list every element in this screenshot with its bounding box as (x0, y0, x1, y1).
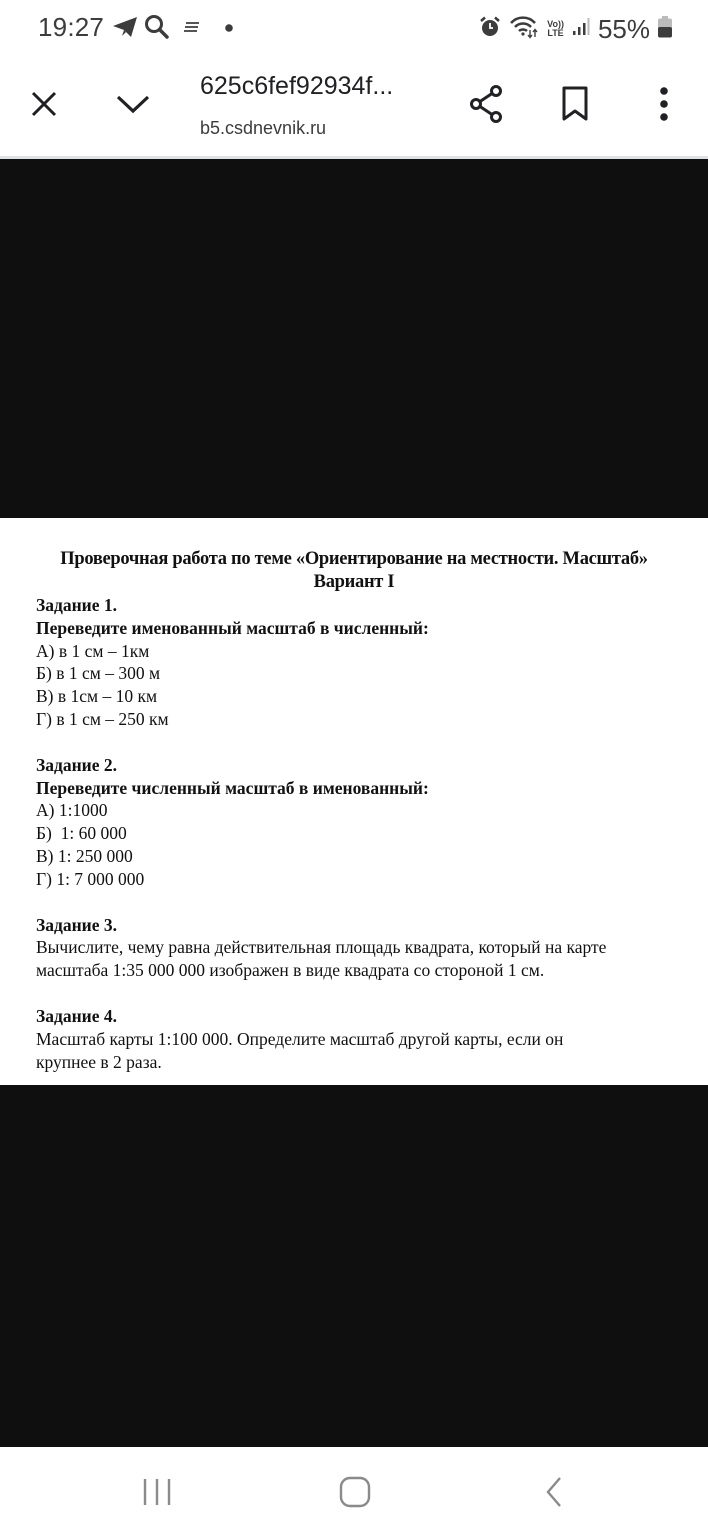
recents-button[interactable] (127, 1469, 187, 1515)
more-menu-button[interactable] (640, 80, 688, 128)
bookmark-icon (561, 86, 589, 122)
close-icon (30, 90, 58, 118)
volte-icon (547, 20, 564, 38)
task-heading: Задание 1. (36, 595, 118, 615)
task-item: Г) 1: 7 000 000 (36, 868, 145, 889)
share-icon (468, 84, 504, 124)
status-right-icons (479, 12, 672, 46)
task-2 (36, 754, 696, 891)
battery-icon (658, 16, 672, 43)
document-viewer[interactable] (0, 159, 708, 1447)
wifi-icon (509, 15, 539, 44)
browser-toolbar (0, 58, 708, 156)
document-body (36, 594, 696, 1073)
task-item: В) в 1см – 10 км (36, 686, 158, 707)
signal-icon (572, 17, 590, 42)
task-1 (36, 594, 696, 731)
task-item: В) 1: 250 000 (36, 845, 133, 866)
back-icon (544, 1476, 564, 1508)
task-heading: Задание 3. (36, 914, 118, 935)
collapse-button[interactable] (109, 80, 157, 128)
task-item: А) 1:1000 (36, 800, 108, 821)
task-item: Б) 1: 60 000 (36, 823, 127, 844)
task-text: масштаба 1:35 000 000 изображен в виде квадрата со стороной 1 см. (36, 960, 545, 981)
task-instruction: Переведите именованный масштаб в численный: (36, 617, 429, 638)
task-item: Б) в 1 см – 300 м (36, 663, 161, 684)
task-heading: Задание 4. (36, 1005, 118, 1026)
status-bar (0, 0, 708, 58)
task-item: А) в 1 см – 1км (36, 640, 150, 661)
share-button[interactable] (462, 80, 510, 128)
document-title (0, 548, 708, 594)
status-left-icons (112, 14, 234, 44)
home-button[interactable] (325, 1469, 385, 1515)
title-line-2: Вариант I (313, 572, 395, 592)
recents-icon (142, 1477, 172, 1507)
battery-percent: 55% (597, 13, 650, 44)
search-icon (144, 14, 170, 45)
telegram-icon (112, 16, 138, 43)
task-instruction: Переведите численный масштаб в именованный: (36, 777, 429, 798)
more-vert-icon (659, 86, 669, 122)
task-item: Г) в 1 см – 250 км (36, 708, 169, 729)
task-3 (36, 914, 696, 982)
notes-icon (184, 20, 200, 39)
back-button[interactable] (524, 1469, 584, 1515)
volte-label: Vo)) (547, 19, 564, 29)
task-text: Вычислите, чему равна действительная площадь квадрата, который на карте (36, 937, 607, 958)
alarm-icon (479, 16, 501, 43)
task-text: Масштаб карты 1:100 000. Определите масштаб другой карты, если он (36, 1028, 564, 1049)
home-icon (339, 1476, 371, 1508)
chevron-down-icon (116, 93, 150, 115)
document-page (0, 518, 708, 1085)
bookmark-button[interactable] (551, 80, 599, 128)
dot-icon (224, 20, 234, 38)
task-heading: Задание 2. (36, 754, 118, 775)
system-nav-bar (0, 1447, 708, 1536)
close-button[interactable] (20, 80, 68, 128)
page-title: 625c6fef92934f... (200, 72, 394, 100)
title-line-1: Проверочная работа по теме «Ориентирование на местности. Масштаб» (60, 549, 648, 569)
lte-label: LTE (547, 28, 564, 38)
status-time: 19:27 (38, 12, 105, 42)
task-4 (36, 1005, 696, 1073)
task-text: крупнее в 2 раза. (36, 1051, 162, 1072)
page-url[interactable]: b5.csdnevnik.ru (200, 118, 327, 138)
